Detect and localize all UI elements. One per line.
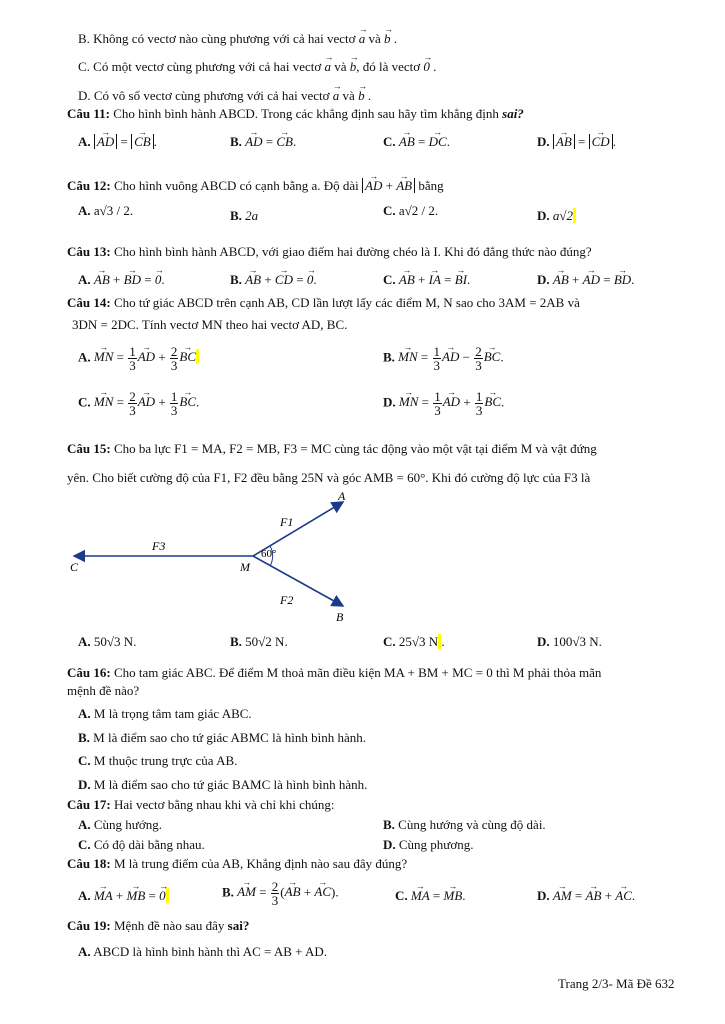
q18-option-a: A. → MA + → MB = → 0 [78, 884, 169, 904]
q10-option-d: D. Có vô số vectơ cùng phương với cả hai vectơ → a và → b . [78, 84, 371, 104]
q11-option-a: A. → AD = → CB . [78, 130, 157, 150]
q16-question: Câu 16: Cho tam giác ABC. Để điểm M thoả mãn điều kiện MA + BM + MC = 0 thì M phải thỏa mãn [67, 665, 602, 680]
q16-option-a: A. M là trọng tâm tam giác ABC. [78, 706, 252, 721]
q15-option-a: A. 50√3 N. [78, 634, 137, 649]
q18-question: Câu 18: M là trung điểm của AB, Khẳng định nào sau đây đúng? [67, 856, 408, 871]
q17-option-b: B. Cùng hướng và cùng độ dài. [383, 817, 546, 832]
q15-option-d: D. 100√3 N. [537, 634, 602, 649]
q13-option-c: C. → AB + → IA = → BI. [383, 268, 470, 288]
q10-option-c: C. Có một vectơ cùng phương với cả hai vectơ → a và → b, đó là vectơ → 0 . [78, 55, 436, 75]
force-f2-arrow [253, 556, 343, 606]
q14-question: Câu 14: Cho tứ giác ABCD trên cạnh AB, CD lần lượt lấy các điểm M, N sao cho 3AM = 2AB và [67, 295, 580, 310]
q11-option-c: C. → AB = → DC. [383, 130, 450, 150]
point-c-label: C [70, 560, 79, 574]
q14-option-d: D. → MN = $\frac{1}{3}$ → AD + $\frac{1}{3}$ → BC. [383, 390, 504, 417]
q15-option-c: C. 25√3 N . [383, 634, 445, 649]
q19-question: Câu 19: Mệnh đề nào sau đây sai? [67, 918, 250, 933]
q18-option-b: B. → AM = $\frac{2}{3}$ (→ AB + → AC). [222, 880, 339, 907]
q17-question: Câu 17: Hai vectơ bằng nhau khi và chỉ khi chúng: [67, 797, 335, 812]
force-f3-label: F3 [152, 539, 166, 553]
q18-option-d: D. → AM = → AB + → AC. [537, 884, 635, 904]
q17-option-a: A. Cùng hướng. [78, 817, 162, 832]
q17-option-d: D. Cùng phương. [383, 837, 474, 852]
q15-question-line2: yên. Cho biết cường độ của F1, F2 đều bằng 25N và góc AMB = 60°. Khi đó cường độ lực của F3 là [67, 470, 591, 485]
point-m-label: M [240, 560, 250, 574]
q18-option-c: C. → MA = → MB. [395, 884, 466, 904]
q17-option-c: C. Có độ dài bằng nhau. [78, 837, 205, 852]
q13-option-b: B. → AB + → CD = → 0. [230, 268, 317, 288]
q13-option-a: A. → AB + → BD = → 0. [78, 268, 165, 288]
force-diagram [60, 488, 360, 623]
q12-question: Câu 12: Cho hình vuông ABCD có cạnh bằng a. Độ dài → AD + → AB bằng [67, 174, 444, 194]
q19-option-a: A. ABCD là hình bình hành thì AC = AB + AD. [78, 944, 328, 959]
q14-question-line2: 3DN = 2DC. Tính vectơ MN theo hai vectơ AD, BC. [72, 317, 348, 332]
q10-option-b: B. Không có vectơ nào cùng phương với cả hai vectơ → a và → b . [78, 27, 397, 47]
q13-question: Câu 13: Cho hình bình hành ABCD, với giao điểm hai đường chéo là I. Khi đó đẳng thức nào đúng? [67, 244, 592, 259]
angle-label: 60° [261, 548, 277, 560]
force-f1-label: F1 [280, 515, 294, 529]
q12-option-d: D. a√2 [537, 208, 576, 224]
q16-option-b: B. M là điểm sao cho tứ giác ABMC là hình bình hành. [78, 730, 366, 745]
q15-option-b: B. 50√2 N. [230, 634, 288, 649]
q14-option-a: A. → MN = $\frac{1}{3}$ → AD + $\frac{2}{3}$ → BC [78, 345, 199, 372]
q13-option-d: D. → AB + → AD = → BD. [537, 268, 634, 288]
q14-option-c: C. → MN = $\frac{2}{3}$ → AD + $\frac{1}{3}$ → BC. [78, 390, 199, 417]
page-footer: Trang 2/3- Mã Đề 632 [558, 976, 675, 991]
q12-option-c: C. a√2 / 2. [383, 203, 439, 218]
q11-option-b: B. → AD = → CB. [230, 130, 296, 150]
force-f2-label: F2 [280, 593, 294, 607]
q12-option-a: A. a√3 / 2. [78, 203, 134, 218]
q12-option-b: B. 2a [230, 208, 259, 223]
q14-option-b: B. → MN = $\frac{1}{3}$ → AD − $\frac{2}{3}$ → BC. [383, 345, 504, 372]
q11-question: Câu 11: Cho hình bình hành ABCD. Trong các khẳng định sau hãy tìm khẳng định sai? [67, 106, 524, 121]
q16-option-d: D. M là điểm sao cho tứ giác BAMC là hình bình hành. [78, 777, 368, 792]
q16-option-c: C. M thuộc trung trực của AB. [78, 753, 238, 768]
q15-question: Câu 15: Cho ba lực F1 = MA, F2 = MB, F3 = MC cùng tác động vào một vật tại điểm M và vật đứng [67, 441, 597, 456]
q16-question-line2: mệnh đề nào? [67, 683, 140, 698]
point-a-label: A [338, 489, 346, 503]
q11-option-d: D. → AB = → CD . [537, 130, 616, 150]
point-b-label: B [336, 610, 344, 623]
